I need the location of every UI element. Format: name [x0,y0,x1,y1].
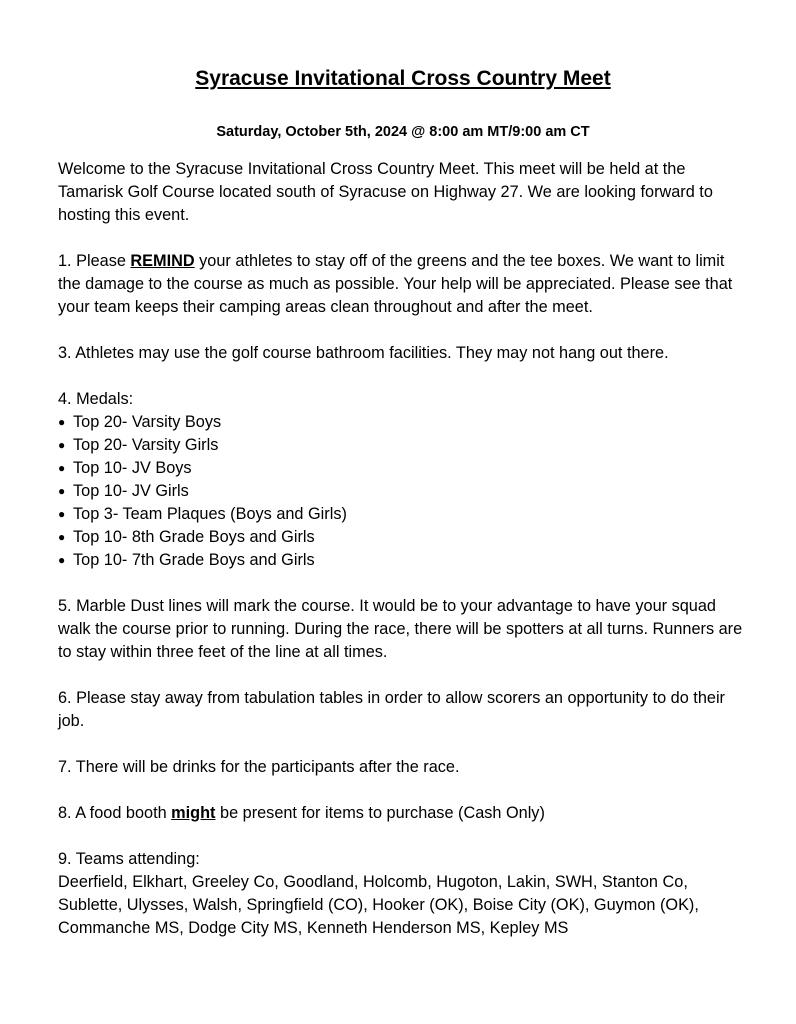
medals-section [58,388,748,572]
item-1-prefix: 1. Please [58,252,131,270]
teams-section [58,848,748,940]
list-item: ● Top 10- JV Girls [58,480,748,503]
teams-list: Deerfield, Elkhart, Greeley Co, Goodland, Holcomb, Hugoton, Lakin, SWH, Stanton Co, Sublette, Ulysses, Walsh, Springfield (CO), Hooker (OK), Boise City (OK), Guymon (OK), Commanche MS, Dodge City MS, Kenneth Henderson MS, Kepley MS [58,873,699,937]
page-title: Syracuse Invitational Cross Country Meet [195,67,611,90]
item-5-paragraph: 5. Marble Dust lines will mark the course. It would be to your advantage to have your squad walk the course prior to running. During the race, there will be spotters at all turns. Runners are to stay within three feet of the line at all times. [58,597,743,661]
medals-heading: 4. Medals: [58,390,134,408]
item-8-suffix: be present for items to purchase (Cash Only) [215,804,545,822]
list-item: ● Top 10- 7th Grade Boys and Girls [58,549,748,572]
intro-paragraph: Welcome to the Syracuse Invitational Cross Country Meet. This meet will be held at the Tamarisk Golf Course located south of Syracuse on Highway 27. We are looking forward to hosting this event. [58,160,713,224]
item-8-prefix: 8. A food booth [58,804,172,822]
item-8-paragraph [58,802,748,825]
list-item: ● Top 20- Varsity Boys [58,411,748,434]
event-date: Saturday, October 5th, 2024 @ 8:00 am MT/9:00 am CT [216,124,590,140]
list-item: ● Top 10- JV Boys [58,457,748,480]
teams-heading: 9. Teams attending: [58,850,200,868]
item-8-emphasis: might [171,804,216,822]
item-3-paragraph: 3. Athletes may use the golf course bathroom facilities. They may not hang out there. [58,344,669,362]
item-1-suffix: your athletes to stay off of the greens and the tee boxes. We want to limit the damage to the course as much as possible. Your help will be appreciated. Please see that your team keeps their camping areas clean throughout and after the meet. [58,252,733,316]
list-item: ● Top 3- Team Plaques (Boys and Girls) [58,503,748,526]
item-7-paragraph: 7. There will be drinks for the participants after the race. [58,758,460,776]
medals-list [58,411,748,572]
item-1-emphasis: REMIND [130,252,195,270]
list-item: ● Top 10- 8th Grade Boys and Girls [58,526,748,549]
list-item: ● Top 20- Varsity Girls [58,434,748,457]
document-page [58,64,748,963]
item-1-paragraph [58,250,748,319]
item-6-paragraph: 6. Please stay away from tabulation tables in order to allow scorers an opportunity to do their job. [58,689,725,730]
